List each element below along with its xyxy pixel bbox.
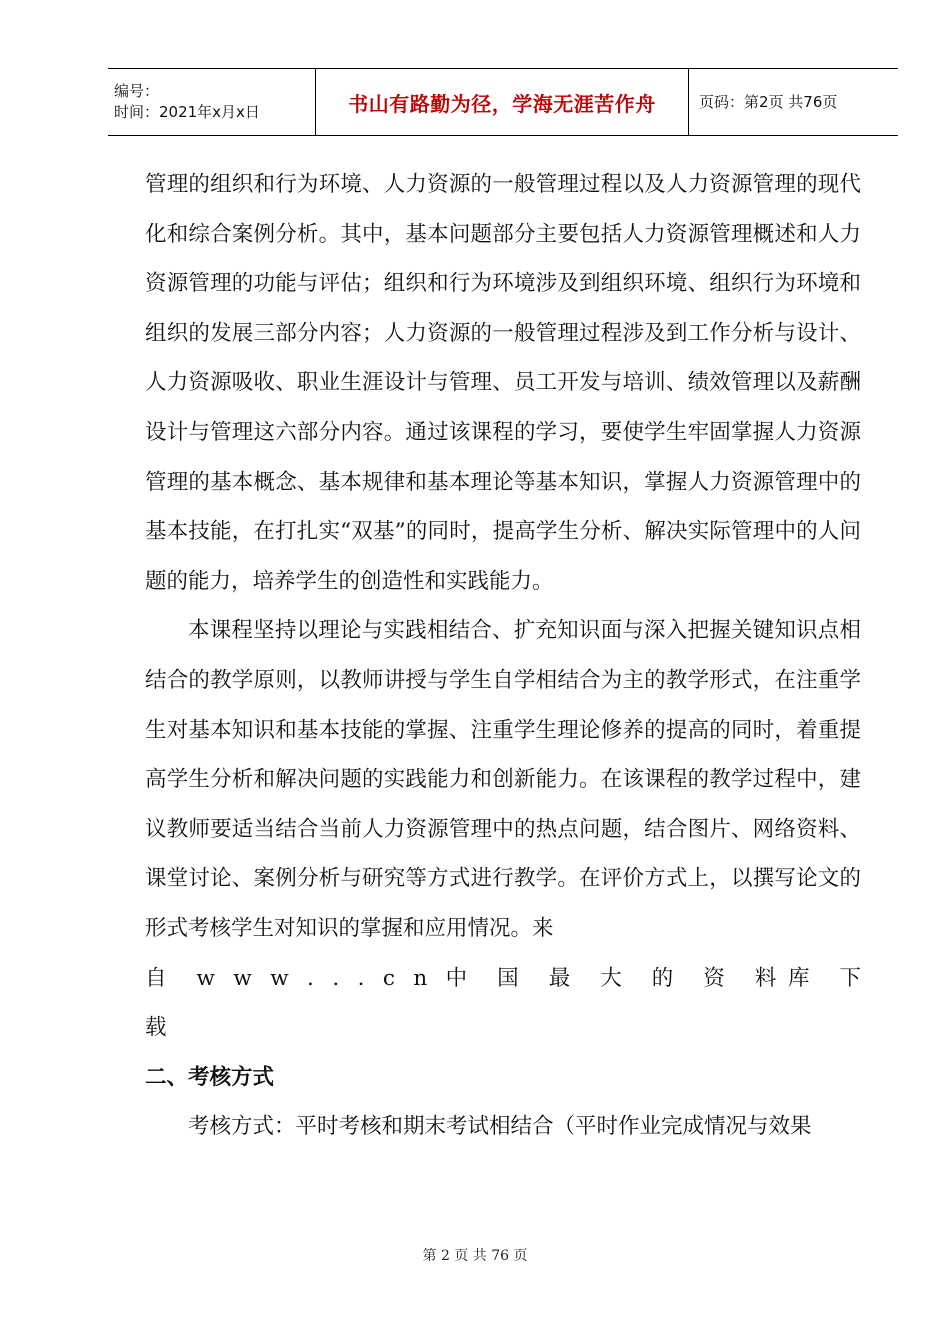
document-time-label: 时间：2021年x月x日 (114, 103, 260, 121)
paragraph-1: 管理的组织和行为环境、人力资源的一般管理过程以及人力资源管理的现代化和综合案例分析。其中，基本问题部分主要包括人力资源管理概述和人力资源管理的功能与评估；组织和行为环境涉及到组织环境、组织行为环境和组织的发展三部分内容；人力资源的一般管理过程涉及到工作分析与设计、人力资源吸收、职业生涯设计与管理、员工开发与培训、绩效管理以及薪酬设计与管理这六部分内容。通过该课程的学习，要使学生牢固掌握人力资源管理的基本概念、基本规律和基本理论等基本知识，掌握人力资源管理中的基本技能，在打扎实“双基”的同时，提高学生分析、解决实际管理中的人问题的能力，培养学生的创造性和实践能力。 (145, 172, 861, 594)
header-motto: 书山有路勤为径，学海无涯苦作舟 (348, 91, 656, 116)
header-page-cell (689, 69, 899, 136)
header-motto-cell (316, 69, 689, 136)
paragraph-2-end: 载 (145, 1015, 167, 1041)
header-meta-cell (108, 69, 316, 136)
paragraph-2: 本课程坚持以理论与实践相结合、扩充知识面与深入把握关键知识点相结合的教学原则，以教师讲授与学生自学相结合为主的教学形式，在注重学生对基本知识和基本技能的掌握、注重学生理论修养的提高的同时，着重提高学生分析和解决问题的实践能力和创新能力。在该课程的教学过程中，建议教师要适当结合当前人力资源管理中的热点问题，结合图片、网络资料、课堂讨论、案例分析与研究等方式进行教学。在评价方式上，以撰写论文的形式考核学生对知识的掌握和应用情况。来 (145, 618, 861, 941)
header-page-info: 页码：第2页 共76页 (699, 92, 838, 111)
paragraph-3: 考核方式：平时考核和期末考试相结合（平时作业完成情况与效果 (188, 1114, 812, 1140)
document-header (108, 68, 898, 136)
document-body (145, 160, 861, 1152)
paragraph-2-spaced-line: 自 w w w . . . c n 中 国 最 大 的 资 料库 下 (145, 965, 861, 991)
section-heading: 二、考核方式 (145, 1064, 275, 1090)
page-footer: 第 2 页 共 76 页 (422, 1248, 528, 1264)
document-number-label: 编号： (114, 82, 160, 100)
